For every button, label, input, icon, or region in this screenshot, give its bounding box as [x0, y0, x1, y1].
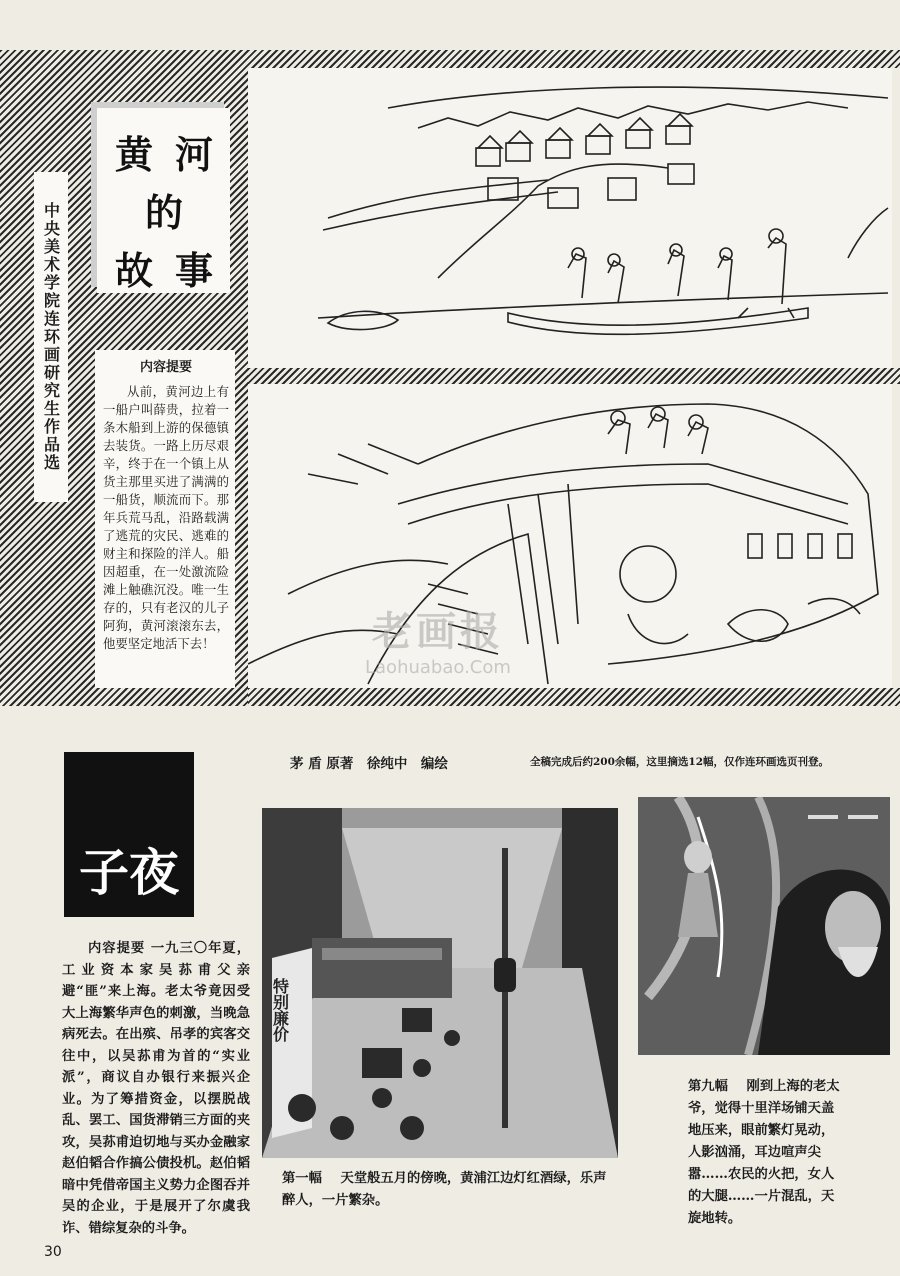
- caption-1-label: 第一幅: [282, 1171, 322, 1186]
- ziye-credits: 茅 盾 原著 徐纯中 编绘: [290, 756, 448, 772]
- ziye-note: 全稿完成后约200余幅，这里摘选12幅，仅作连环画选页刊登。: [530, 756, 830, 768]
- old-man-illustration: [638, 797, 890, 1055]
- watermark-url: Laohuabao.Com: [365, 657, 511, 678]
- caption-9: [688, 1076, 840, 1230]
- ziye-summary-text: 一九三〇年夏，工业资本家吴荪甫父亲避“匪”来上海。老太爷竟因受大上海繁华声色的刺激，当晚急病死去。在出殡、吊孝的宾客交往中，以吴荪甫为首的“实业派”，商议自办银行来振兴企业。为了筹措资金，以摆脱战乱、罢工、国货滞销三方面的夹攻，吴荪甫迫切地与买办金融家赵伯韬合作搞公债投机。赵伯韬暗中凭借帝国主义势力企图吞并吴的企业，于是展开了尔虞我诈、错综复杂的斗争。: [62, 941, 251, 1236]
- title-char-1: 黄: [115, 133, 154, 177]
- title-box: [97, 108, 230, 293]
- caption-9-text: 刚到上海的老太爷，觉得十里洋场铺天盖地压来，眼前繁灯晃动，人影汹涌，耳边喧声尖嚣……农民的火把，女人的大腿……一片混乱，天旋地转。: [688, 1079, 840, 1226]
- title-char-3: 的: [145, 191, 184, 235]
- hatch-band-middle: [248, 368, 900, 384]
- shipwreck-illustration: [248, 384, 892, 688]
- street-sign-text: 特别廉价: [270, 978, 290, 1042]
- page-number: 30: [44, 1244, 62, 1260]
- caption-1: [282, 1168, 612, 1212]
- ziye-summary-label: 内容提要: [88, 941, 146, 956]
- caption-9-label: 第九幅: [688, 1079, 728, 1094]
- title-char-2: 河: [175, 133, 214, 177]
- ziye-title: 子夜: [64, 752, 194, 917]
- top-summary-heading: 内容提要: [139, 360, 192, 375]
- top-summary-text: 从前，黄河边上有一船户叫薛贵，拉着一条木船到上游的保德镇去装货。一路上历尽艰辛，终于在一个镇上从货主那里买进了满满的一船货，顺流而下。那年兵荒马乱，沿路载满了逃荒的灾民、逃难的财主和探险的洋人。船因超重，在一处激流险滩上触礁沉没。唯一生存的，只有老汉的儿子阿狗，黄河滚滚东去，他要坚定地活下去！: [103, 384, 229, 651]
- watermark-logo: 老画报: [371, 609, 504, 655]
- ziye-summary: [62, 938, 250, 1239]
- title-char-4: 故: [115, 249, 154, 293]
- river-boat-illustration: [248, 68, 892, 368]
- top-summary-box: [95, 350, 235, 688]
- series-label: 中央美术学院连环画研究生作品选: [34, 172, 68, 502]
- title-char-5: 事: [175, 249, 214, 293]
- watermark: [365, 600, 511, 678]
- caption-1-text: 天堂般五月的傍晚，黄浦江边灯红酒绿，乐声醉人，一片繁杂。: [282, 1171, 607, 1208]
- street-scene-illustration: [262, 808, 618, 1158]
